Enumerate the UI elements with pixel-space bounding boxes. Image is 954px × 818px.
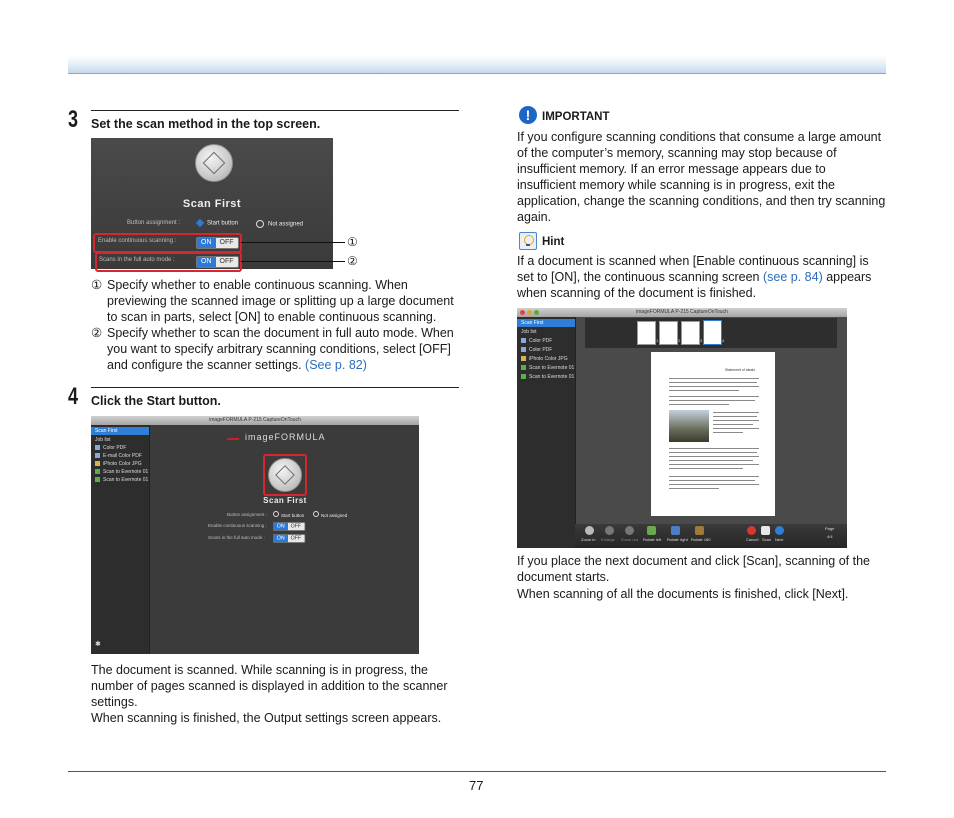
scan-first-tab: Scan First (91, 427, 149, 435)
continuous-toggle: ON OFF (196, 237, 239, 249)
thumbnail (659, 321, 678, 345)
rotate-180-icon (695, 526, 704, 535)
start-radio-icon (196, 219, 204, 227)
job-item: Scan to Evernote 01 (521, 365, 574, 372)
job-item: Color PDF (521, 338, 552, 345)
continuous-scan-screenshot (517, 308, 847, 548)
full-auto-label: Scans in the full auto mode : (99, 257, 175, 263)
close-dot-icon (520, 310, 525, 315)
start-scan-button (195, 144, 233, 182)
button-assignment-label: Button assignment : (127, 220, 181, 226)
job-item: E-mail Color PDF (95, 453, 142, 460)
start-diamond-icon (203, 152, 226, 175)
rotate-left-icon (647, 526, 656, 535)
zoom-in-button: Zoom in (581, 537, 596, 542)
job-item: iPhoto Color JPG (521, 356, 568, 363)
not-assigned-radio-icon (256, 220, 264, 228)
page-number: 77 (469, 778, 484, 793)
job-item: Scan to Evernote 01 (95, 469, 148, 476)
callout-1: ① (347, 235, 358, 249)
page-label: Page (825, 526, 835, 531)
step-4-number: 4 (68, 383, 79, 410)
job-item: iPhoto Color JPG (95, 461, 142, 468)
step-3-rule (91, 110, 459, 111)
highlight-start-button (263, 454, 307, 496)
start-button-option: Start button (273, 511, 304, 518)
evernote-icon (521, 374, 526, 379)
job-item: Scan to Evernote 01 (521, 374, 574, 381)
photo-icon (521, 356, 526, 361)
see-p84-link[interactable]: (see p. 84) (762, 270, 823, 284)
thumbnail-selected (703, 320, 722, 345)
bottom-toolbar (575, 524, 847, 548)
zoom-out-icon (625, 526, 634, 535)
full-auto-toggle: ON OFF (273, 534, 305, 543)
callout-2: ② (347, 254, 358, 268)
job-item: Scan to Evernote 01 (95, 477, 148, 484)
important-label: IMPORTANT (542, 111, 610, 123)
not-assigned-option: Not assigned (313, 511, 347, 518)
page-counter: 4/4 (827, 534, 833, 539)
not-assigned-radio-icon (313, 511, 319, 517)
highlight-full-auto (95, 252, 242, 272)
thumbnail (637, 321, 656, 345)
brand-logo: imageFORMULA (229, 432, 326, 442)
mail-icon (95, 453, 100, 458)
enlarge-icon (605, 526, 614, 535)
zoom-dot-icon (534, 310, 539, 315)
evernote-icon (521, 365, 526, 370)
scan-first-title: Scan First (182, 198, 242, 210)
header-band (68, 55, 886, 74)
rotate-right-button: Rotate right (667, 537, 688, 542)
minimize-dot-icon (527, 310, 532, 315)
scan-button: Scan (762, 537, 772, 542)
thumbnail (681, 321, 700, 345)
job-list-label: Job list (521, 329, 537, 335)
important-text: If you configure scanning conditions that consume a large amount of the computer’s memory, scanning may stop because of insufficient memory. If an error message appears due to insufficient memory while scanning is in progress, exit the application, change the scanning conditions, and then try scanning again. (517, 130, 886, 224)
step-3-notes (91, 277, 459, 373)
see-p82-link[interactable]: (See p. 82) (305, 358, 367, 372)
hint-label: Hint (542, 236, 565, 248)
button-assignment-label: Button assignment : (227, 512, 267, 517)
hint-text: If a document is scanned when [Enable continuous scanning] is set to [ON], the continuous scanning screen (see p. 84) appears when scanning of the document is finished. (517, 254, 872, 300)
after-scan-para-2: When scanning of all the documents is finished, click [Next]. (517, 587, 849, 601)
step-4-para-2: When scanning is finished, the Output settings screen appears. (91, 711, 442, 725)
scan-first-tab: Scan First (517, 319, 575, 327)
footer-rule (68, 771, 886, 772)
folder-icon (521, 347, 526, 352)
callout-1-leader (241, 242, 345, 243)
rotate-right-icon (671, 526, 680, 535)
note-1: ① Specify whether to enable continuous scanning. When previewing the scanned image or splitting up a large document to scan in parts, select [ON] to enable continuous scanning. (91, 278, 454, 324)
full-auto-toggle: ON OFF (196, 256, 239, 268)
step-4-para-1: The document is scanned. While scanning is in progress, the number of pages scanned is displayed in addition to the scanner settings. (91, 663, 448, 709)
zoom-in-icon (585, 526, 594, 535)
cancel-icon (747, 526, 756, 535)
evernote-icon (95, 469, 100, 474)
folder-icon (95, 445, 100, 450)
job-item: Color PDF (95, 445, 126, 452)
full-auto-label: Scans in the full auto mode : (208, 535, 265, 540)
continuous-toggle: ON OFF (273, 522, 305, 531)
scan-first-title: Scan First (263, 496, 307, 505)
hint-bulb-icon (519, 232, 537, 250)
rotate-left-button: Rotate left (643, 537, 662, 542)
step-3-number: 3 (68, 106, 79, 133)
enable-continuous-label: Enable continuous scanning : (98, 238, 177, 244)
after-scan-para-1: If you place the next document and click [Scan], scanning of the document starts. (517, 554, 870, 584)
photo-icon (95, 461, 100, 466)
start-radio-icon (273, 511, 279, 517)
photo-in-document (669, 410, 709, 442)
thumbnail-strip: 1 2 3 4 (585, 318, 837, 348)
callout-2-leader (241, 261, 345, 262)
highlight-continuous (93, 233, 242, 253)
not-assigned-option: Not assigned (256, 220, 303, 228)
enlarge-button: Enlarge (601, 537, 615, 542)
step-4-heading: Click the Start button. (91, 394, 221, 408)
next-icon (775, 526, 784, 535)
job-item: Color PDF (521, 347, 552, 354)
scan-icon (761, 526, 770, 535)
gear-icon: ✱ (95, 641, 101, 648)
start-button-option: Start button (197, 220, 238, 227)
rotate-180-button: Rotate 180 (691, 537, 711, 542)
zoom-out-button: Zoom out (621, 537, 638, 542)
note-2: ② Specify whether to scan the document in full auto mode. When you want to specify arbitrary scanning conditions, select [OFF] and configure the scanner settings. (See p. 82) (91, 326, 454, 372)
job-sidebar (91, 425, 150, 654)
evernote-icon (95, 477, 100, 482)
next-button: Next (775, 537, 784, 542)
step-3-heading: Set the scan method in the top screen. (91, 117, 321, 131)
step-4-rule (91, 387, 459, 388)
doc-title: Statement of ideals (725, 368, 755, 372)
canon-mark-icon (227, 432, 244, 440)
window-titlebar: imageFORMULA P-215 CaptureOnTouch (517, 308, 847, 317)
scanned-page (651, 352, 775, 516)
important-icon: ! (519, 106, 537, 124)
job-sidebar (517, 317, 576, 548)
start-button-screenshot (91, 416, 419, 654)
cancel-button: Cancel (746, 537, 759, 542)
window-titlebar: imageFORMULA P-215 CaptureOnTouch (91, 416, 419, 425)
folder-icon (521, 338, 526, 343)
enable-continuous-label: Enable continuous scanning : (208, 523, 267, 528)
job-list-label: Job list (95, 437, 111, 443)
